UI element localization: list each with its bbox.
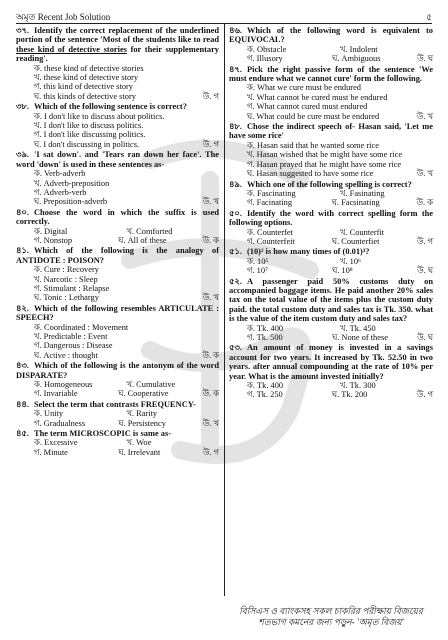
question-block [229, 277, 433, 343]
option-text: গ. Gradualness [34, 418, 86, 428]
footer-line-2: শতভাগ কমনের জন্য পড়ুন- 'অমৃত বিজয়' [258, 617, 404, 627]
option-text: ক. these kind of detective stories [34, 63, 144, 73]
option-text: খ. Woe [126, 438, 152, 448]
question-text [16, 361, 219, 380]
question-text [16, 208, 219, 227]
footer-ad [229, 606, 433, 628]
question-stem: A passenger paid 50% customs duty on accompanied baggage items. He paid another 20% sales tax on the total value of the items plus the custom duty paid. the total custom duty and sales tax is Tk. 350. what is the value of the item custom duty and sales tax? [229, 276, 433, 324]
answer-key: উ. ঘ [417, 266, 434, 276]
option-text: গ. Facinating [247, 198, 293, 208]
option-row [16, 227, 219, 236]
option-text: ঘ. Tonic : Lethargy [34, 293, 99, 303]
option-text: গ. Illusory [247, 54, 283, 64]
question-stem-end: for their supplementary reading'. [16, 44, 219, 64]
question-block [229, 26, 433, 64]
option-text: ক. Counterfet [247, 227, 293, 237]
question-block [16, 246, 219, 302]
answer-key: উ. ক [202, 389, 220, 399]
question-text [229, 277, 433, 324]
option-row [16, 380, 219, 389]
option-row [229, 45, 433, 54]
option-text: খ. Adverb-preposition [34, 178, 110, 188]
option-row [229, 390, 433, 399]
question-number: ৩৯. [16, 150, 29, 160]
option-item [229, 141, 433, 150]
option-text: গ. Adverb-verb [34, 187, 87, 197]
option-text: ক. What we cure must be endured [247, 83, 361, 93]
option-text: খ. Cumulative [126, 380, 176, 390]
option-row [229, 333, 433, 342]
option-text: ক. Excessive [34, 438, 78, 448]
question-number: ৩৮. [16, 102, 29, 112]
option-text: খ. Predictable : Event [34, 332, 108, 341]
question-number: ৪০. [16, 207, 29, 217]
left-column [16, 26, 219, 458]
option-text: গ. Invariable [34, 389, 78, 399]
option-text: খ. Narcotic : Sleep [34, 274, 98, 284]
option-item [229, 150, 433, 159]
answer-key: উ. ক [202, 350, 219, 360]
option-item [16, 284, 219, 293]
question-stem: Identify the word with correct spelling form the following options. [229, 208, 433, 228]
option-text: ক. Obstacle [247, 44, 287, 54]
question-stem: Which of the following sentence is correct? [34, 102, 187, 112]
question-text [229, 122, 433, 141]
question-number: ৪৫. [16, 429, 29, 439]
option-text: ক. Hasan said that he wanted some rice [247, 140, 379, 150]
answer-key: উ. গ [202, 447, 220, 457]
question-block [229, 122, 433, 178]
option-text: ক. Fascinating [247, 188, 296, 198]
question-stem: Chose the indirect speech of- Hasan said, 'Let me have some rice' [229, 122, 433, 141]
option-text: ক. Cure : Recovery [34, 265, 99, 275]
option-text: খ. Indolent [340, 44, 378, 54]
answer-key: উ. ঘ [417, 333, 434, 342]
option-text: গ. I don't like discussing politics. [34, 130, 146, 140]
option-text: ঘ. Tk. 200 [331, 390, 368, 400]
option-text: খ. What cannot be cured must be endured [247, 92, 388, 102]
question-text [229, 209, 433, 228]
question-block [16, 304, 219, 360]
option-item [16, 64, 219, 73]
option-text: ক. Coordinated : Movement [34, 322, 129, 332]
option-text: ঘ. Persistency [118, 418, 166, 428]
option-row [229, 189, 433, 198]
question-text [229, 26, 433, 45]
option-text: গ. Nonstop [34, 235, 73, 245]
question-stem: Which one of the following spelling is correct? [247, 179, 412, 189]
option-text: গ. Tk. 500 [247, 333, 283, 342]
option-text: ক. 10⁵ [247, 256, 269, 266]
option-item [229, 169, 433, 178]
question-number: ৫০. [229, 208, 242, 218]
option-text: খ. Hasan wished that he might have some rice [247, 150, 403, 160]
option-text: ঘ. Cooperative [118, 389, 169, 399]
option-row [16, 389, 219, 398]
option-row [229, 324, 433, 333]
question-stem: Select the term that contrasts FREQUENCY- [34, 399, 196, 409]
option-row [229, 381, 433, 390]
option-item [229, 93, 433, 102]
option-text: গ. Minute [34, 447, 68, 457]
option-item [16, 140, 219, 149]
question-block [229, 180, 433, 208]
option-text: খ. Tk. 300 [340, 381, 376, 391]
question-block [16, 361, 219, 399]
question-stem: Which of the following is the antonym of the word DISPARATE? [16, 361, 219, 380]
question-stem: Which of the following resembles ARTICULATE : SPEECH? [16, 303, 219, 323]
option-row [229, 237, 433, 246]
option-item [16, 265, 219, 274]
answer-key: উ. গ [416, 390, 434, 400]
answer-key: উ. গ [202, 139, 219, 149]
question-text [229, 247, 433, 256]
question-number: ৪৮. [229, 122, 242, 132]
question-number: ৪২. [16, 303, 29, 313]
question-stem: Pick the right passive form of the sentence 'We must endure what we cannot cure' form the following. [229, 64, 433, 84]
question-block [16, 429, 219, 457]
question-block [16, 150, 219, 206]
question-block [16, 102, 219, 149]
answer-key: উ. গ [202, 91, 219, 101]
option-row [229, 266, 433, 275]
question-block [229, 209, 433, 247]
option-text: ক. I don't like to discuss about politics. [34, 111, 165, 121]
option-text: ঘ. Counterfiet [331, 236, 380, 246]
question-text [16, 102, 219, 111]
option-item [16, 112, 219, 121]
question-stem: 'I sat down'. and 'Tears ran down her face'. The word 'down' is used in these sentences as- [16, 150, 219, 169]
answer-key: উ. খ [202, 293, 219, 303]
option-text: ঘ. this kinds of detective story [34, 91, 136, 101]
option-item [16, 197, 219, 206]
header-title: অমৃত Recent Job Solution [16, 12, 111, 22]
question-stem: The term MICROSCOPIC is same as- [34, 429, 172, 439]
question-stem: (10)² is how many times of (0.01)³? [247, 247, 370, 257]
question-number: ৪১. [16, 246, 29, 256]
answer-key: উ. খ [416, 169, 433, 179]
option-text: গ. Hasan prayed that he might have some rice [247, 159, 402, 169]
question-text [229, 180, 433, 189]
option-row [16, 409, 219, 418]
option-item [16, 82, 219, 91]
option-text: ঘ. What could be cure must be endured [247, 111, 380, 121]
option-row [229, 228, 433, 237]
option-text: ক. Homogeneous [34, 380, 93, 390]
answer-key: উ. খ [202, 197, 219, 207]
answer-key: উ. গ [416, 236, 434, 246]
answer-key: উ. খ [202, 418, 219, 428]
option-text: খ. Tk. 450 [340, 323, 376, 333]
option-item [16, 73, 219, 82]
answer-key: উ. ক [202, 235, 220, 245]
question-text [16, 246, 219, 265]
option-text: ঘ. Irrelevant [118, 447, 161, 457]
question-number: ৪৩. [16, 361, 29, 371]
question-block [229, 343, 433, 399]
footer-line-1: বিসিএস ও ব্যাংকসহ সকল চাকরির পরীক্ষায় বিজয়ের [239, 606, 423, 616]
option-text: ক. Digital [34, 226, 68, 236]
option-text: খ. Fasinating [340, 188, 385, 198]
option-row [229, 257, 433, 266]
option-text: ঘ. None of these [332, 333, 388, 342]
option-text: ক. Tk. 400 [247, 381, 284, 391]
option-item [229, 112, 433, 121]
option-item [16, 92, 219, 101]
option-text: খ. 10⁶ [340, 256, 361, 266]
option-text: ঘ. Ambiguous [332, 54, 381, 64]
question-number: ৫৩. [229, 343, 242, 353]
question-text [16, 304, 219, 323]
option-text: ঘ. Hasan suggested to have some rice [247, 169, 374, 179]
option-text: ঘ. 10⁸ [332, 266, 353, 276]
option-text: গ. Counterfeit [247, 236, 295, 246]
option-text: খ. these kind of detective story [34, 73, 139, 83]
option-item [16, 293, 219, 302]
option-item [16, 275, 219, 284]
option-text: খ. Counterfit [340, 227, 385, 237]
question-number: ৫১. [229, 247, 242, 257]
option-row [229, 198, 433, 207]
question-stem: Choose the word in which the suffix is used correctly. [16, 207, 219, 227]
option-row [16, 419, 219, 428]
question-text [16, 400, 219, 409]
option-text: খ. Comforted [126, 226, 173, 236]
question-block [16, 26, 219, 101]
answer-key: উ. ঘ [417, 54, 434, 64]
option-text: ঘ. Active : thought [34, 350, 98, 360]
option-text: ক. Tk. 400 [247, 323, 284, 333]
question-number: ৩৭. [16, 26, 29, 35]
question-block [16, 208, 219, 246]
option-text: গ. Tk. 250 [247, 390, 283, 400]
option-item [16, 130, 219, 139]
page-number: ৫ [426, 12, 432, 22]
option-text: ক. Verb-adverb [34, 169, 86, 179]
question-number: ৪৬. [229, 26, 242, 35]
option-text: ঘ. Preposition-adverb [34, 197, 108, 207]
option-row [16, 236, 219, 245]
option-item [16, 351, 219, 360]
option-item [229, 160, 433, 169]
option-text: ঘ. Facsinating [331, 198, 380, 208]
option-item [16, 332, 219, 341]
page-header [16, 10, 432, 22]
option-text: খ. I don't like to discuss politics. [34, 121, 144, 131]
option-item [16, 179, 219, 188]
option-item [16, 169, 219, 178]
option-text: গ. What cannot cured must endured [247, 102, 368, 112]
option-item [16, 188, 219, 197]
question-text [16, 150, 219, 169]
underlined-phrase: these kind of detective stories [16, 44, 127, 54]
option-item [16, 323, 219, 332]
option-item [229, 102, 433, 111]
question-number: ৫২. [229, 276, 242, 286]
question-block [229, 247, 433, 275]
option-item [16, 341, 219, 350]
option-text: ঘ. All of these [118, 235, 167, 245]
answer-key: উ. ক [416, 198, 434, 208]
option-text: ঘ. I don't discussing in politics. [34, 139, 140, 149]
question-stem: Which of the following word is equivalent to EQUIVOCAL? [229, 26, 433, 45]
question-text [229, 343, 433, 381]
option-item [229, 83, 433, 92]
question-block [16, 400, 219, 428]
option-text: গ. Stimulant : Relapse [34, 283, 110, 293]
option-text: ক. Unity [34, 409, 64, 419]
option-text: খ. Rarity [126, 409, 158, 419]
question-stem: An amount of money is invested in a savings account for two years. It increased by Tk. 52.50 in two years. after annual compounding at the rate of 10% per year. What is the amount invested initially? [229, 343, 433, 381]
question-number: ৪৪. [16, 399, 29, 409]
option-text: গ. 10⁷ [247, 266, 268, 276]
option-row [16, 448, 219, 457]
option-item [16, 121, 219, 130]
question-number: ৪৯. [229, 179, 242, 189]
question-text [16, 26, 219, 64]
question-block [229, 65, 433, 121]
option-text: গ. this kind of detective story [34, 82, 133, 92]
answer-key: উ. খ [416, 111, 433, 121]
option-row [229, 54, 433, 63]
right-column [229, 26, 433, 401]
option-text: গ. Dangerous : Disease [34, 341, 113, 351]
question-number: ৪৭. [229, 64, 242, 74]
question-stem: Which of the following is the analogy of ANTIDOTE : POISON? [16, 246, 219, 265]
question-text [229, 65, 433, 84]
question-text [16, 429, 219, 438]
question-stem: Identify the correct replacement of the underlined portion of the sentence 'Most of the students like to read [16, 26, 219, 45]
option-row [16, 438, 219, 447]
